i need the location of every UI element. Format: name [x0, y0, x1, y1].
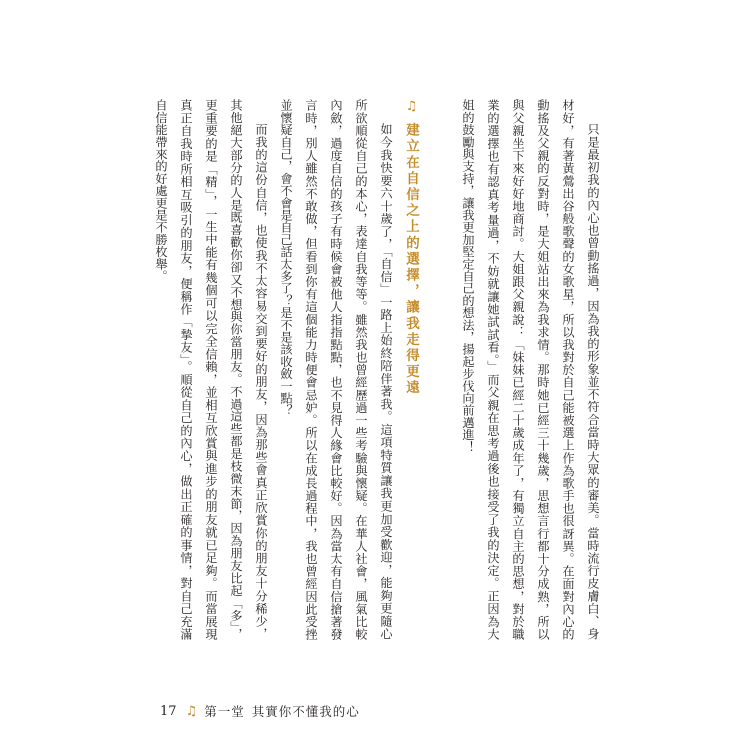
paragraph [273, 99, 398, 640]
text-column: 自信能帶來的好處更是不勝枚舉。 [154, 99, 168, 282]
text-column: 姐的鼓勵與支持，讓我更加堅定自己的想法，揚起步伐向前邁進！ [461, 99, 475, 453]
text-column: 所欲順從自己的本心，表達自我等等。雖然我也曾經歷過一些考驗與懷疑。在華人社會，風氣比較 [354, 99, 368, 640]
text-column: 並懷疑自己，會不會是自己話太多了？是不是該收斂一點？ [279, 99, 293, 417]
text-column: 更重要的是「精」，一生中能有幾個可以完全信賴，並相互欣賞與進步的朋友就已足夠。而當展現 [204, 99, 218, 640]
body-text [148, 99, 605, 640]
text-column: 業的選擇也有認真考量過，不妨就讓她試試看。」而父親在思考過後也接受了我的決定。正因為大 [486, 99, 500, 640]
page-number: 17 [160, 704, 177, 719]
page-footer [160, 704, 360, 720]
text-column: 動搖及父親的反對時，是大姐站出來為我求情。那時她已經三十幾歲，思想言行都十分成熟，所以 [536, 99, 550, 640]
chapter-label: 第一堂 [204, 704, 245, 719]
text-column: 言時，別人雖然不敢做，但看到你有這個能力時便會忌妒。所以在成長過程中，我也曾經因此受挫 [304, 99, 318, 640]
section-heading-text: 建立在自信之上的選擇，讓我走得更遠 [403, 122, 419, 397]
music-note-icon [186, 704, 198, 720]
paragraph [455, 99, 605, 640]
paragraph [148, 99, 273, 640]
text-column: 真正自我時所相互吸引的朋友，便稱作「摯友」。順從自己的內心，做出正確的事情，對自己充滿 [179, 99, 193, 640]
text-column: 與父親坐下來好好地商討。大姐跟父親說：「妹妹已經二十歲成年了，有獨立自主的思想，對於職 [511, 99, 525, 640]
music-note-icon [399, 99, 424, 114]
text-column: 材好，有著黃鶯出谷般歌聲的女歌星，所以我對於自己能被選上作為歌手也很訝異。在面對內心的 [561, 99, 575, 640]
text-column: 內斂，過度自信的孩子有時候會被他人指指點點，也不見得人緣會比較好。因為當太有自信搶著發 [329, 99, 343, 640]
text-column: 而我的這份自信，也使我不太容易交到要好的朋友，因為那些會真正欣賞你的朋友十分稀少， [254, 123, 268, 640]
chapter-title: 其實你不懂我的心 [251, 704, 360, 719]
text-column: 只是最初我的內心也曾動搖過，因為我的形象並不符合當時大眾的審美。當時流行皮膚白、身 [586, 123, 600, 640]
section-heading [398, 99, 424, 640]
text-column: 其他絕大部分的人是既喜歡你卻又不想與你當朋友。不過這些都是枝微末節，因為朋友比起「多」， [229, 99, 243, 640]
text-column: 如今我快要六十歲了，「自信」一路上始終陪伴著我。這項特質讓我更加受歡迎，能夠更隨心 [379, 123, 393, 640]
